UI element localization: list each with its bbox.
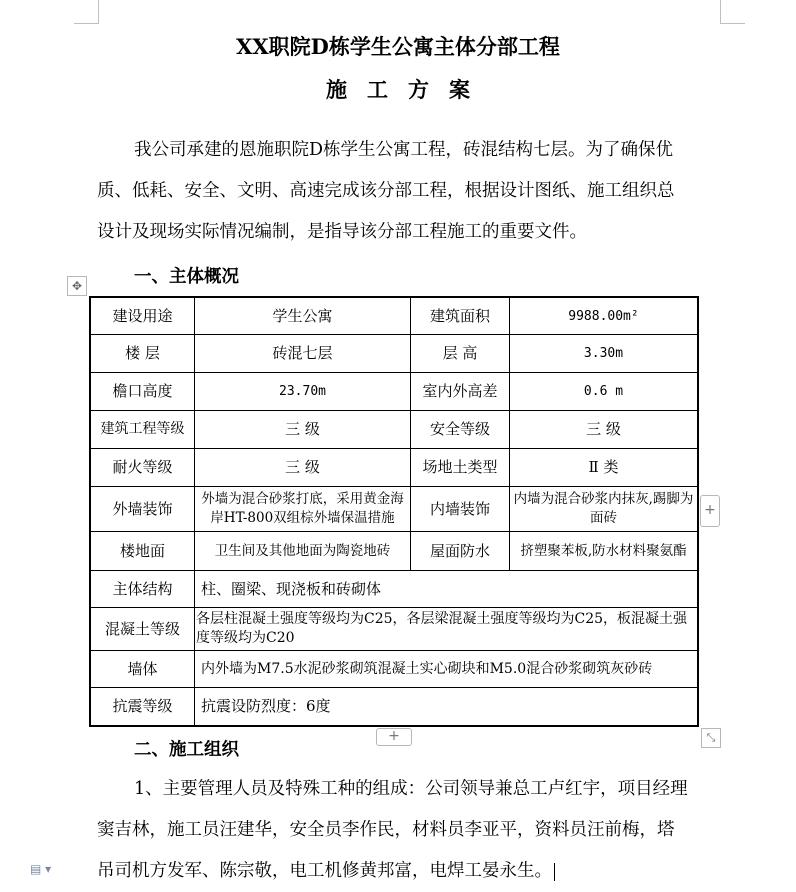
- cell-value-exterior-finish[interactable]: 外墙为混合砂浆打底，采用黄金海岸HT-800双组棕外墙保温措施: [201, 491, 404, 526]
- personnel-paragraph: [97, 769, 722, 892]
- cell-label-usage[interactable]: 建设用途: [112, 306, 173, 325]
- table-move-icon[interactable]: ✥: [67, 276, 87, 296]
- cell-value-eave-height[interactable]: 23.70m: [279, 384, 326, 399]
- add-row-button[interactable]: +: [376, 728, 412, 746]
- document-subtitle: 施工方案: [326, 77, 490, 102]
- cell-value-elevation-diff[interactable]: 0.6 m: [583, 384, 624, 399]
- cell-value-soil-type[interactable]: Ⅱ 类: [588, 458, 619, 476]
- cell-label-soil-type[interactable]: 场地土类型: [422, 458, 498, 476]
- intro-paragraph: [97, 130, 722, 253]
- cell-value-area[interactable]: 9988.00m²: [568, 308, 639, 324]
- cell-value-usage[interactable]: 学生公寓: [272, 306, 333, 325]
- cell-label-eave-height[interactable]: 檐口高度: [112, 382, 173, 400]
- cell-label-safety-grade[interactable]: 安全等级: [429, 420, 490, 438]
- personnel-line-1: 1、主要管理人员及特殊工种的组成：公司领导兼总工卢红宇，项目经理: [134, 779, 688, 799]
- cell-label-area[interactable]: 建筑面积: [429, 306, 490, 325]
- cell-value-building-grade[interactable]: 三 级: [285, 420, 320, 438]
- cell-label-elevation-diff[interactable]: 室内外高差: [422, 382, 498, 400]
- cell-label-main-structure[interactable]: 主体结构: [112, 579, 173, 598]
- cell-label-fire-grade[interactable]: 耐火等级: [112, 458, 173, 476]
- section-heading-overview: 一、主体概况: [134, 267, 239, 287]
- section-heading-organization: 二、施工组织: [134, 740, 239, 760]
- cell-label-concrete-grade[interactable]: 混凝土等级: [104, 619, 180, 638]
- cell-value-safety-grade[interactable]: 三 级: [586, 420, 621, 438]
- personnel-line-2: 窦吉林，施工员汪建华，安全员李作民，材料员李亚平，资料员汪前梅，塔: [97, 820, 675, 840]
- cell-label-floor-height[interactable]: 层 高: [442, 344, 478, 362]
- cell-label-seismic-grade[interactable]: 抗震等级: [112, 697, 173, 715]
- document-icon[interactable]: ▤ ▾: [30, 862, 52, 876]
- add-column-button[interactable]: +: [700, 495, 720, 527]
- cell-label-floors[interactable]: 楼 层: [125, 344, 160, 362]
- cell-label-walls[interactable]: 墙体: [127, 659, 158, 678]
- cell-value-floor-height[interactable]: 3.30m: [583, 346, 624, 361]
- intro-line-2: 质、低耗、安全、文明、高速完成该分部工程，根据设计图纸、施工组织总: [97, 181, 675, 201]
- cell-label-roof-waterproof[interactable]: 屋面防水: [429, 541, 490, 560]
- cell-value-seismic-grade[interactable]: 抗震设防烈度：6度: [201, 697, 331, 715]
- intro-line-1: 我公司承建的恩施职院D栋学生公寓工程，砖混结构七层。为了确保优: [134, 140, 674, 160]
- cell-value-roof-waterproof[interactable]: 挤塑聚苯板,防水材料聚氨酯: [520, 542, 687, 559]
- document-title: XX职院D栋学生公寓主体分部工程: [236, 34, 560, 59]
- cell-value-walls[interactable]: 内外墙为M7.5水泥砂浆砌筑混凝土实心砌块和M5.0混合砂浆砌筑灰砂砖: [201, 660, 653, 677]
- cell-value-main-structure[interactable]: 柱、圈梁、现浇板和砖砌体: [201, 579, 382, 598]
- page-corner-mark-left: [74, 0, 99, 24]
- cell-label-interior-finish[interactable]: 内墙装饰: [429, 499, 490, 518]
- cell-value-fire-grade[interactable]: 三 级: [285, 458, 320, 476]
- personnel-line-3: 吊司机方发军、陈宗敬，电工机修黄邦富，电焊工晏永生。: [97, 861, 552, 881]
- cell-label-exterior-finish[interactable]: 外墙装饰: [112, 499, 173, 518]
- intro-line-3: 设计及现场实际情况编制，是指导该分部工程施工的重要文件。: [97, 222, 587, 242]
- cell-value-floors[interactable]: 砖混七层: [272, 344, 333, 362]
- cell-value-flooring[interactable]: 卫生间及其他地面为陶瓷地砖: [214, 542, 391, 559]
- cell-label-flooring[interactable]: 楼地面: [119, 541, 165, 560]
- cell-value-concrete-grade[interactable]: 各层柱混凝土强度等级均为C25，各层梁混凝土强度等级均为C25，板混凝土强度等级均为C20: [196, 611, 688, 646]
- cell-value-interior-finish[interactable]: 内墙为混合砂浆内抹灰,踢脚为面砖: [513, 491, 694, 526]
- page-corner-mark-right: [720, 0, 745, 24]
- cell-label-building-grade[interactable]: 建筑工程等级: [100, 421, 185, 437]
- table-resize-icon[interactable]: ⤡: [701, 728, 721, 748]
